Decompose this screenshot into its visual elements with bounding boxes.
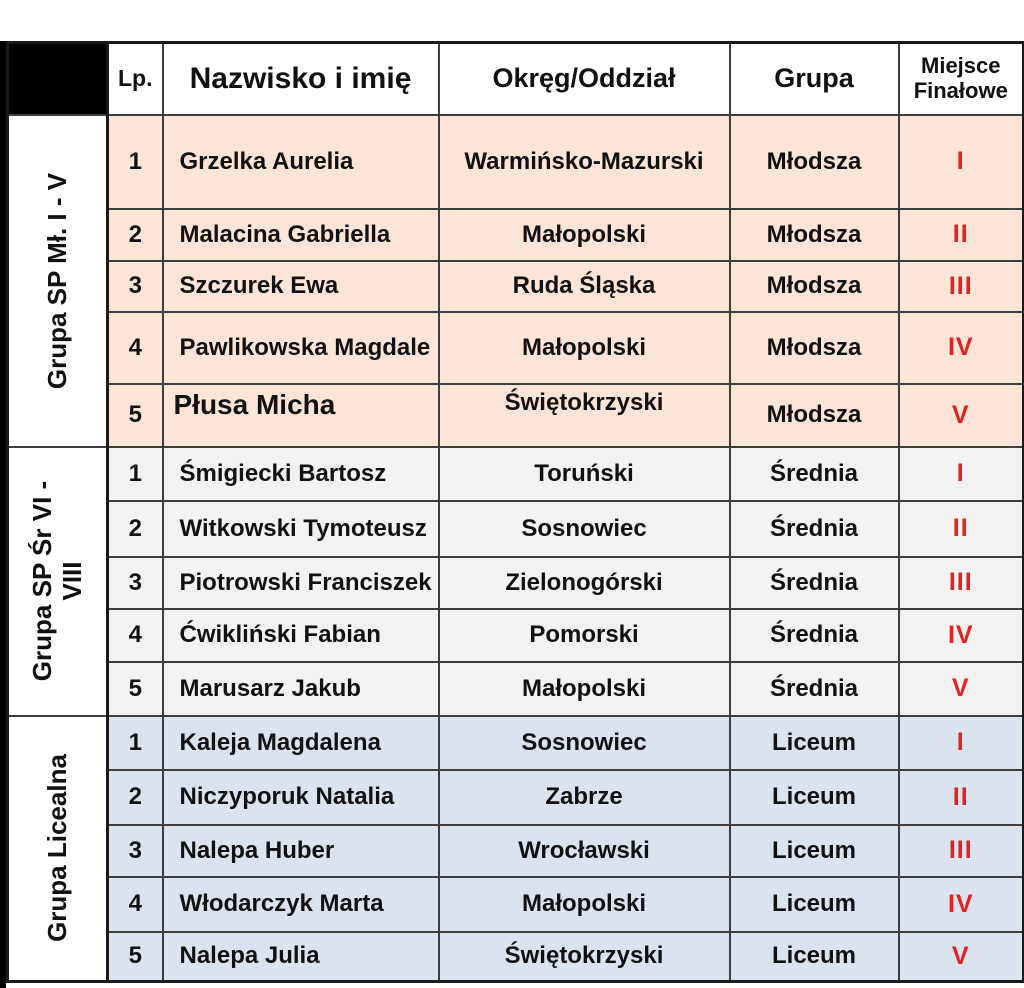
name-cell: Ćwikliński Fabian <box>163 609 439 662</box>
place-cell: III <box>899 261 1024 312</box>
table-row <box>8 825 1024 877</box>
group-cell: Młodsza <box>730 115 899 209</box>
table-row <box>8 662 1024 716</box>
group-cell: Młodsza <box>730 384 899 447</box>
name-cell: Kaleja Magdalena <box>163 716 439 770</box>
group-sp-mlodsza-section <box>8 115 1024 447</box>
header-name: Nazwisko i imię <box>163 43 439 115</box>
table-row <box>8 312 1024 384</box>
header-lp: Lp. <box>108 43 163 115</box>
header-final-place: Miejsce Finałowe <box>899 43 1024 115</box>
group-cell: Liceum <box>730 825 899 877</box>
place-cell: V <box>899 662 1024 716</box>
name-cell: Nalepa Huber <box>163 825 439 877</box>
group3-label-cell <box>8 716 108 982</box>
region-cell: Sosnowiec <box>439 501 730 557</box>
table-row <box>8 261 1024 312</box>
place-cell: II <box>899 209 1024 261</box>
region-cell: Świętokrzyski <box>439 932 730 982</box>
name-cell: Marusarz Jakub <box>163 662 439 716</box>
header-row <box>8 43 1024 115</box>
region-cell: Małopolski <box>439 877 730 932</box>
table-row <box>8 209 1024 261</box>
lp-cell: 3 <box>108 557 163 609</box>
table-row <box>8 384 1024 447</box>
place-cell: I <box>899 447 1024 501</box>
lp-cell: 2 <box>108 209 163 261</box>
header-region: Okręg/Oddział <box>439 43 730 115</box>
name-cell: Grzelka Aurelia <box>163 115 439 209</box>
region-cell: Toruński <box>439 447 730 501</box>
group-cell: Średnia <box>730 501 899 557</box>
region-cell: Zielonogórski <box>439 557 730 609</box>
lp-cell: 3 <box>108 825 163 877</box>
group-cell: Średnia <box>730 447 899 501</box>
lp-cell: 5 <box>108 932 163 982</box>
table-row <box>8 770 1024 825</box>
group2-label-cell <box>8 447 108 716</box>
place-cell: III <box>899 825 1024 877</box>
table-row <box>8 716 1024 770</box>
lp-cell: 1 <box>108 716 163 770</box>
table-row <box>8 877 1024 932</box>
place-cell: II <box>899 501 1024 557</box>
table-row <box>8 447 1024 501</box>
name-cell: Szczurek Ewa <box>163 261 439 312</box>
name-cell: Płusa Micha <box>163 384 439 447</box>
group-cell: Średnia <box>730 609 899 662</box>
group-cell: Młodsza <box>730 312 899 384</box>
name-cell: Piotrowski Franciszek <box>163 557 439 609</box>
region-cell: Małopolski <box>439 209 730 261</box>
group1-label-cell <box>8 115 108 447</box>
group-cell: Liceum <box>730 877 899 932</box>
lp-cell: 5 <box>108 384 163 447</box>
place-cell: I <box>899 115 1024 209</box>
table-row <box>8 557 1024 609</box>
group1-vertical-label: Grupa SP Mł. I - V <box>41 172 72 389</box>
lp-cell: 1 <box>108 115 163 209</box>
name-cell: Śmigiecki Bartosz <box>163 447 439 501</box>
group3-vertical-label: Grupa Licealna <box>41 754 72 943</box>
lp-cell: 2 <box>108 501 163 557</box>
group-licealna-section <box>8 716 1024 982</box>
place-cell: IV <box>899 609 1024 662</box>
lp-cell: 2 <box>108 770 163 825</box>
lp-cell: 3 <box>108 261 163 312</box>
region-cell: Zabrze <box>439 770 730 825</box>
group-cell: Młodsza <box>730 209 899 261</box>
region-cell: Małopolski <box>439 662 730 716</box>
name-cell: Nalepa Julia <box>163 932 439 982</box>
region-cell: Świętokrzyski <box>439 384 730 447</box>
name-cell: Włodarczyk Marta <box>163 877 439 932</box>
group-cell: Liceum <box>730 716 899 770</box>
name-cell: Witkowski Tymoteusz <box>163 501 439 557</box>
table-row <box>8 609 1024 662</box>
results-table <box>6 41 1024 983</box>
lp-cell: 1 <box>108 447 163 501</box>
region-cell: Pomorski <box>439 609 730 662</box>
table-row <box>8 932 1024 982</box>
group-cell: Średnia <box>730 557 899 609</box>
place-cell: IV <box>899 877 1024 932</box>
group2-vertical-label: Grupa SP Śr VI - VIII <box>26 480 87 682</box>
region-cell: Wrocławski <box>439 825 730 877</box>
header-group: Grupa <box>730 43 899 115</box>
place-cell: IV <box>899 312 1024 384</box>
region-cell: Warmińsko-Mazurski <box>439 115 730 209</box>
group-sp-srednia-section <box>8 447 1024 716</box>
name-cell: Niczyporuk Natalia <box>163 770 439 825</box>
region-cell: Ruda Śląska <box>439 261 730 312</box>
table-row <box>8 115 1024 209</box>
region-cell: Małopolski <box>439 312 730 384</box>
place-cell: I <box>899 716 1024 770</box>
place-cell: III <box>899 557 1024 609</box>
name-cell: Pawlikowska Magdale <box>163 312 439 384</box>
name-cell: Malacina Gabriella <box>163 209 439 261</box>
place-cell: V <box>899 932 1024 982</box>
group-cell: Liceum <box>730 770 899 825</box>
lp-cell: 4 <box>108 312 163 384</box>
group-cell: Średnia <box>730 662 899 716</box>
table-row <box>8 501 1024 557</box>
corner-redacted-cell <box>8 43 108 115</box>
place-cell: V <box>899 384 1024 447</box>
lp-cell: 4 <box>108 609 163 662</box>
place-cell: II <box>899 770 1024 825</box>
region-cell: Sosnowiec <box>439 716 730 770</box>
lp-cell: 4 <box>108 877 163 932</box>
lp-cell: 5 <box>108 662 163 716</box>
group-cell: Liceum <box>730 932 899 982</box>
group-cell: Młodsza <box>730 261 899 312</box>
